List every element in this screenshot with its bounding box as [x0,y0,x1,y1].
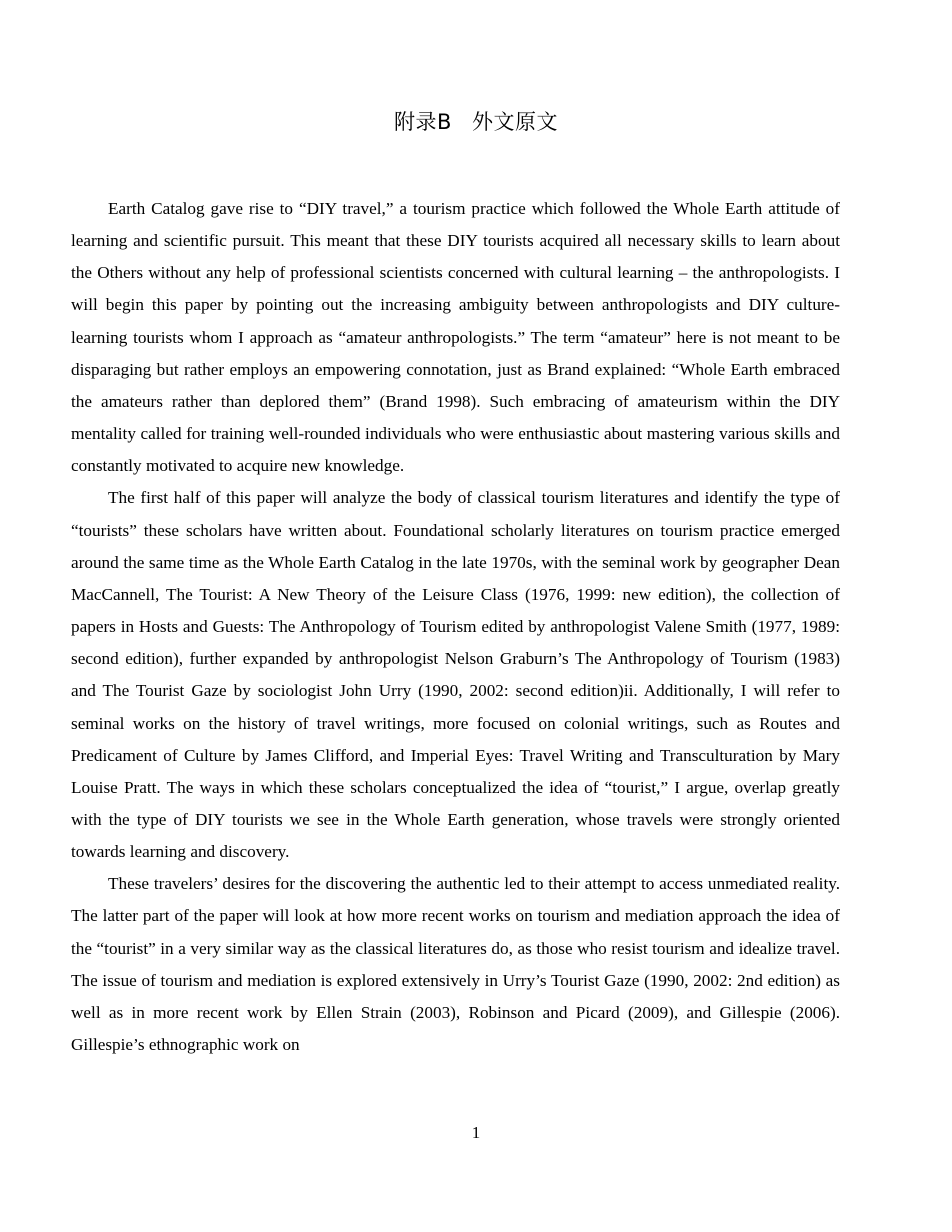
page-number: 1 [471,1123,481,1142]
title-text: 外文原文 [471,110,558,134]
paragraph-1: Earth Catalog gave rise to “DIY travel,” a tourism practice which followed the Whole Earth attitude of learning and scientific pursuit. This meant that these DIY tourists acquired all necessary skills to learn about the Others without any help of professional scientists concerned with cultural learning – the anthropologists. I will begin this paper by pointing out the increasing ambiguity between anthropologists and DIY culture-learning tourists whom I approach as “amateur anthropologists.” The term “amateur” here is not meant to be disparaging but rather employs an empowering connotation, just as Brand explained: “Whole Earth embraced the amateurs rather than deplored them” (Brand 1998). Such embracing of amateurism within the DIY mentality called for training well-rounded individuals who were enthusiastic about mastering various skills and constantly motivated to acquire new knowledge. [71,199,840,476]
page-title [0,104,952,140]
body-text [71,193,840,1061]
title-appendix-label: 附录B [394,110,452,134]
paragraph-2: The first half of this paper will analyze the body of classical tourism literatures and identify the type of “tourists” these scholars have written about. Foundational scholarly literatures on tourism practice emerged around the same time as the Whole Earth Catalog in the late 1970s, with the seminal work by geographer Dean MacCannell, The Tourist: A New Theory of the Leisure Class (1976, 1999: new edition), the collection of papers in Hosts and Guests: The Anthropology of Tourism edited by anthropologist Valene Smith (1977, 1989: second edition), further expanded by anthropologist Nelson Graburn’s The Anthropology of Tourism (1983) and The Tourist Gaze by sociologist John Urry (1990, 2002: second edition)ii. Additionally, I will refer to seminal works on the history of travel writings, more focused on colonial writings, such as Routes and Predicament of Culture by James Clifford, and Imperial Eyes: Travel Writing and Transculturation by Mary Louise Pratt. The ways in which these scholars conceptualized the idea of “tourist,” I argue, overlap greatly with the type of DIY tourists we see in the Whole Earth generation, whose travels were strongly oriented towards learning and discovery. [71,488,840,862]
paragraph-3: These travelers’ desires for the discovering the authentic led to their attempt to access unmediated reality. The latter part of the paper will look at how more recent works on tourism and mediation approach the idea of the “tourist” in a very similar way as the classical literatures do, as those who resist tourism and idealize travel. The issue of tourism and mediation is explored extensively in Urry’s Tourist Gaze (1990, 2002: 2nd edition) as well as in more recent work by Ellen Strain (2003), Robinson and Picard (2009), and Gillespie (2006). Gillespie’s ethnographic work on [71,874,840,1055]
